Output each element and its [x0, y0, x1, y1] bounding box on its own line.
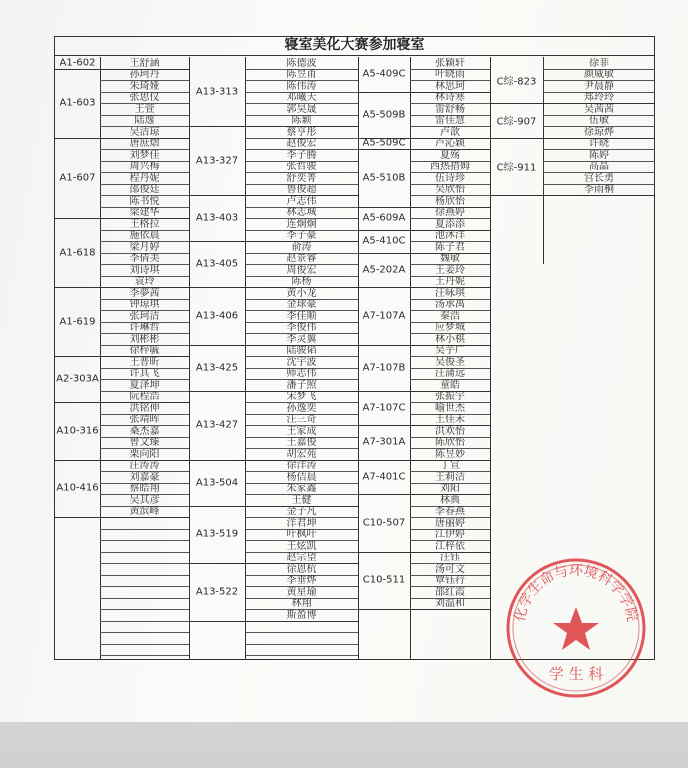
resident-name: 徐恩杭: [286, 563, 317, 575]
dorm-room-number: A7-401C: [362, 471, 406, 483]
row-line: [245, 644, 358, 645]
row-line: [100, 609, 189, 610]
row-line: [100, 632, 189, 633]
resident-name: 宋梦飞: [286, 391, 317, 402]
resident-name: 林典: [440, 494, 460, 506]
seal-star-icon: [553, 607, 599, 650]
resident-name: 伍敏: [589, 115, 609, 126]
resident-name: 陈伟涛: [286, 80, 317, 92]
resident-name: 黄小龙: [286, 287, 317, 299]
resident-name: 俞涛: [291, 241, 312, 253]
resident-name: 王舒涵: [129, 57, 160, 69]
resident-name: 李倩美: [129, 253, 160, 264]
row-line: [100, 644, 189, 645]
resident-name: 连炯炯: [286, 218, 317, 230]
resident-name: 唐丽婷: [435, 517, 465, 529]
resident-name: 朱琦娅: [129, 80, 160, 92]
row-line: [245, 655, 358, 656]
resident-name: 李佳顺: [286, 310, 317, 322]
resident-name: 邵俊廷: [129, 184, 160, 195]
resident-name: 赵宗望: [286, 552, 317, 563]
resident-name: 吴芋广: [435, 345, 465, 356]
resident-name: 周兴梅: [129, 161, 160, 172]
resident-name: 江伊婷: [435, 529, 465, 540]
resident-name: 卢沁颖: [435, 138, 465, 149]
resident-name: 徐菲: [589, 57, 609, 69]
resident-name: 应梦城: [435, 322, 465, 333]
resident-name: 金球豪: [286, 299, 317, 310]
dorm-room-number: A13-405: [195, 258, 239, 270]
resident-name: 唐庶熠: [129, 138, 160, 149]
resident-name: 刘阳: [440, 483, 460, 494]
page-title: 寝室美化大赛参加寝室: [54, 36, 655, 56]
resident-name: 师志伟: [286, 368, 317, 379]
resident-name: 林翔: [291, 598, 312, 609]
row-line: [100, 563, 189, 564]
dorm-room-number: A5-410C: [362, 235, 406, 247]
dorm-room-number: A7-107B: [362, 362, 406, 373]
resident-name: 杨欣怡: [435, 195, 465, 207]
page-shadow: [0, 722, 688, 768]
resident-name: 吴茜茜: [584, 103, 614, 115]
resident-name: 张靖晖: [129, 414, 160, 425]
dorm-room-number: A1-602: [59, 57, 96, 69]
resident-name: 陈婷: [589, 149, 609, 161]
resident-name: 陈昱妙: [435, 448, 465, 460]
resident-name: 潘子照: [286, 379, 317, 391]
dorm-room-number: C综-911: [496, 162, 537, 174]
row-line: [100, 529, 189, 530]
dorm-room-number: C综-823: [496, 76, 537, 88]
resident-name: 张思仪: [129, 92, 160, 103]
resident-name: 夏殇: [440, 149, 460, 161]
resident-name: 黄滨峰: [129, 506, 160, 517]
resident-name: 郭昊晟: [286, 103, 317, 115]
resident-name: 王佳禾: [435, 414, 465, 425]
dorm-room-number: A13-504: [195, 477, 239, 488]
resident-name: 陈子君: [435, 241, 465, 253]
resident-name: 林诗寒: [435, 92, 465, 103]
dorm-room-number: A13-425: [195, 362, 239, 373]
dorm-room-number: A1-603: [59, 97, 96, 109]
resident-name: 西热措姆: [430, 161, 470, 172]
dorm-room-number: A13-427: [195, 419, 239, 431]
dorm-room-number: A5-202A: [362, 264, 406, 276]
resident-name: 林志城: [286, 207, 317, 218]
resident-name: 汤承禹: [435, 299, 465, 310]
resident-name: 梁建华: [129, 207, 160, 218]
resident-name: 王格拉: [129, 218, 160, 230]
resident-name: 宫长勇: [584, 172, 614, 184]
resident-name: 施依晨: [129, 230, 160, 241]
resident-name: 许其飞: [129, 368, 160, 379]
row-line: [100, 598, 189, 599]
dorm-room-number: A5-509C: [362, 137, 406, 149]
row-line: [358, 609, 490, 610]
resident-name: 徐琼烨: [584, 126, 614, 138]
resident-name: 王萱: [134, 103, 155, 115]
dorm-room-number: A1-607: [59, 172, 96, 184]
resident-name: 洪欢怡: [435, 425, 465, 437]
resident-name: 王普昕: [129, 356, 160, 368]
resident-name: 刘嘉豪: [129, 471, 160, 483]
resident-name: 邵红霞: [435, 586, 465, 598]
resident-name: 王健: [291, 494, 312, 506]
resident-name: 秦浩: [440, 310, 460, 322]
resident-name: 陆逸: [134, 115, 155, 126]
resident-name: 李俊伟: [286, 322, 317, 333]
resident-name: 徐燕婷: [435, 207, 465, 218]
resident-name: 蔡亨彤: [286, 126, 317, 138]
row-line: [55, 517, 189, 518]
row-line: [100, 621, 189, 622]
resident-name: 舒奕菁: [286, 172, 317, 184]
resident-name: 李灵翼: [286, 333, 317, 345]
school-seal: [503, 555, 649, 701]
resident-name: 朱家鑫: [286, 483, 317, 494]
resident-name: 沈宇波: [286, 356, 317, 368]
dorm-room-number: C综-907: [496, 116, 537, 128]
resident-name: 许晓: [589, 138, 609, 149]
dorm-room-number: A1-619: [59, 316, 96, 327]
resident-name: 赵景睿: [286, 253, 317, 264]
resident-name: 阮程浩: [129, 391, 160, 402]
row-line: [189, 621, 358, 622]
resident-name: 蔡皓翔: [129, 483, 160, 494]
dorm-room-number: A7-107A: [362, 310, 406, 322]
resident-name: 汪咏琪: [435, 287, 465, 299]
resident-name: 栗向阳: [129, 448, 160, 460]
resident-name: 陈昱甬: [286, 69, 317, 80]
resident-name: 李子腾: [286, 149, 317, 161]
resident-name: 许琳哲: [129, 322, 160, 333]
resident-name: 雷舒畅: [435, 103, 465, 115]
resident-name: 池沐洋: [435, 230, 465, 241]
resident-name: 刘温和: [435, 598, 465, 609]
resident-name: 王丹妮: [435, 276, 465, 287]
resident-name: 徐梓毓: [129, 345, 160, 356]
row-line: [100, 540, 189, 541]
dorm-room-number: A13-519: [195, 528, 239, 540]
resident-name: 李雨桐: [584, 184, 614, 195]
resident-name: 刘梦佳: [129, 149, 160, 161]
resident-name: 王姜玲: [435, 264, 465, 276]
resident-name: 吴洁琼: [129, 126, 160, 138]
resident-name: 孙逸奕: [286, 402, 317, 414]
dorm-room-number: A5-609A: [362, 212, 406, 224]
resident-name: 喻世杰: [435, 402, 465, 414]
resident-name: 张哲骏: [286, 161, 317, 172]
dorm-room-number: C10-507: [362, 517, 406, 529]
resident-name: 钟琼琪: [129, 299, 160, 310]
dorm-room-number: A10-416: [56, 482, 99, 494]
dorm-room-number: A13-406: [195, 310, 239, 322]
dorm-room-number: A7-301A: [362, 436, 406, 448]
resident-name: 尹晨静: [584, 80, 614, 92]
dorm-room-number: A10-316: [56, 425, 99, 437]
resident-name: 洪铭伸: [129, 402, 160, 414]
resident-name: 孙珂丹: [129, 69, 160, 80]
resident-name: 陈德波: [286, 57, 317, 69]
resident-name: 鲁俊超: [286, 184, 317, 195]
column-separator: [189, 57, 190, 659]
resident-name: 汪蒲远: [435, 368, 465, 379]
resident-name: 林思珂: [435, 80, 465, 92]
resident-name: 伍诗珍: [435, 172, 465, 184]
resident-name: 陈杨: [291, 276, 312, 287]
resident-name: 林小棋: [435, 333, 465, 345]
resident-name: 徐洋涛: [286, 460, 317, 471]
resident-name: 魏敏: [440, 253, 460, 264]
dorm-room-number: A7-107C: [362, 402, 406, 414]
resident-name: 张振宇: [435, 391, 465, 402]
seal-arc-text: 化学生命与环境科学学院: [512, 562, 640, 624]
resident-name: 张珂洁: [129, 310, 160, 322]
row-line: [245, 632, 358, 633]
resident-name: 陈书悦: [129, 195, 160, 207]
resident-name: 赵俊宏: [286, 138, 317, 149]
resident-name: 杨佶晨: [286, 471, 317, 483]
resident-name: 夏泽坤: [129, 379, 160, 391]
resident-name: 程丹妮: [129, 172, 160, 184]
resident-name: 斯盈博: [286, 609, 317, 621]
row-line: [100, 655, 189, 656]
dorm-room-number: C10-511: [362, 574, 406, 586]
resident-name: 陈欣怡: [435, 437, 465, 448]
resident-name: 洋君坤: [286, 517, 317, 529]
dorm-room-number: A13-327: [195, 155, 239, 166]
resident-name: 李夢茜: [129, 287, 160, 299]
dorm-room-number: A5-409C: [362, 68, 406, 80]
resident-name: 王炫凯: [286, 540, 317, 552]
resident-name: 陈颖: [291, 115, 312, 126]
row-line: [100, 552, 189, 553]
resident-name: 曾文臻: [129, 437, 160, 448]
row-line: [100, 575, 189, 576]
resident-name: 卢歆: [440, 126, 460, 138]
row-line: [100, 586, 189, 587]
resident-name: 汤可文: [435, 563, 465, 575]
resident-name: 汪涛涛: [129, 460, 160, 471]
column-separator: [490, 57, 491, 659]
resident-name: 卢志伟: [286, 195, 317, 207]
dorm-room-number: A13-313: [195, 86, 239, 97]
dorm-room-number: A5-509B: [362, 109, 406, 120]
dorm-room-number: A5-510B: [362, 172, 406, 184]
resident-name: 叶枫叶: [286, 529, 317, 540]
resident-name: 陆骏韬: [286, 345, 317, 356]
resident-name: 胡宏苑: [286, 448, 317, 460]
resident-name: 颜威敏: [584, 69, 614, 80]
resident-name: 周俊宏: [286, 264, 317, 276]
resident-name: 夏添添: [435, 218, 465, 230]
resident-name: 梁月婷: [129, 241, 160, 253]
resident-name: 郑玲玲: [584, 92, 614, 103]
resident-name: 刘彬彬: [129, 333, 160, 345]
resident-name: 王莉洁: [435, 471, 465, 483]
resident-name: 汪三奇: [286, 414, 317, 425]
resident-name: 李子豪: [286, 230, 317, 241]
resident-name: 汪钰: [440, 552, 460, 563]
resident-name: 雷佳慧: [435, 115, 465, 126]
dorm-room-number: A13-522: [195, 586, 239, 598]
resident-name: 吴欣怡: [435, 184, 465, 195]
resident-name: 丁宣: [440, 460, 460, 471]
resident-name: 吴其彦: [129, 494, 160, 506]
resident-name: 高晶: [589, 161, 609, 172]
resident-name: 张颖轩: [435, 57, 465, 69]
resident-name: 江梓依: [435, 540, 465, 552]
resident-name: 袁玲: [134, 276, 155, 287]
resident-name: 童皓: [440, 379, 460, 391]
resident-name: 金子凡: [286, 506, 317, 517]
resident-name: 吴俊圣: [435, 356, 465, 368]
resident-name: 黄星瑜: [286, 586, 317, 598]
resident-name: 王嘉俊: [286, 437, 317, 448]
resident-name: 覃钰荇: [435, 575, 465, 586]
dorm-room-number: A2-303A: [56, 373, 99, 385]
resident-name: 桑杰嘉: [129, 425, 160, 437]
resident-name: 李垂烨: [286, 575, 317, 586]
resident-name: 刘诗琪: [129, 264, 160, 276]
resident-name: 邓曦天: [286, 92, 317, 103]
resident-name: 叶晓雨: [435, 69, 465, 80]
resident-name: 李春燕: [435, 506, 465, 517]
resident-name: 王家成: [286, 425, 317, 437]
seal-bottom-text: 学 生 科: [548, 665, 604, 683]
dorm-room-number: A1-618: [59, 247, 96, 258]
dorm-room-number: A13-403: [195, 212, 239, 224]
row-line: [490, 195, 655, 196]
